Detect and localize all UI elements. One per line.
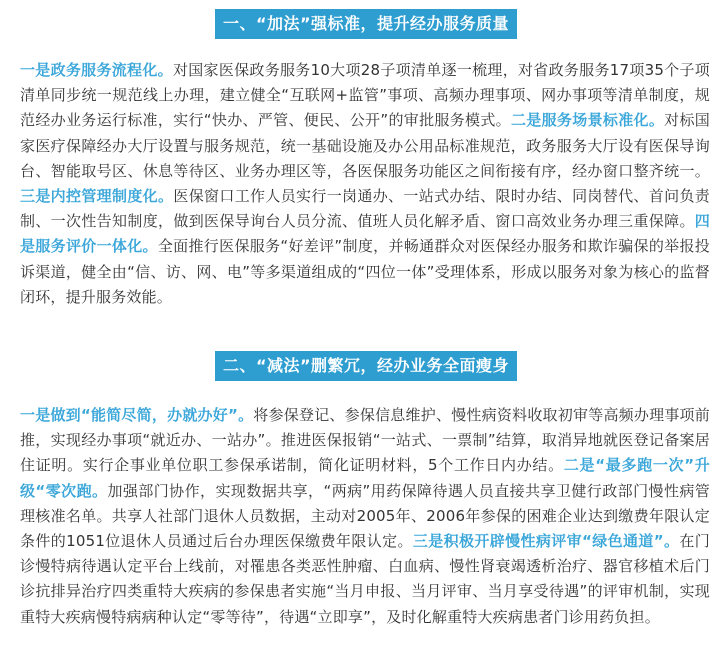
section1-heading-banner: 一、“加法”强标准，提升经办服务质量 [215,9,517,39]
section2-point1-text: 将参保登记、参保信息维护、慢性病资料收取初审等高频办理事项前推，实现经办事项“就近办、一站办”。推进医保报销“一站式、一票制”结算，取消异地就医登记备案居住证明。实行企事业单位职工参保承诺制，简化证明材料，5个工作日内办结。 [20,406,710,475]
section1-point3-heading: 三是内控管理制度化。 [20,187,174,206]
section1-point1-heading: 一是政务服务流程化。 [20,61,173,79]
section1-point4-heading: 四是服务评价一体化。 [20,212,710,256]
section2-point2-heading: 二是“最多跑一次”升级“零次跑。 [20,456,710,500]
section2-heading-banner: 二、“减法”删繁冗，经办业务全面瘦身 [215,351,517,381]
section1-point2-text: 对标国家医疗保障经办大厅设置与服务规范，统一基础设施及办公用品标准规范，政务服务大厅设有医保导询台、智能取号区、休息等待区、业务办理区等，各医保服务功能区之间衔接有序，经办窗口整齐统一。 [20,111,710,180]
section2-point3-heading: 三是积极开辟慢性病评审“绿色通道”。 [412,532,680,551]
section1-point3-text: 医保窗口工作人员实行一岗通办、一站式办结、限时办结、同岗替代、首问负责制、一次性告知制度，做到医保导询台人员分流、值班人员化解矛盾、窗口高效业务办理三重保障。 [20,187,710,231]
section1-point2-heading: 二是服务场景标准化。 [510,111,665,130]
section2-point3-text: 在门诊慢特病待遇认定平台上线前，对罹患各类恶性肿瘤、白血病、慢性肾衰竭透析治疗、器官移植术后门诊抗排异治疗四类重特大疾病的参保患者实施“当月申报、当月评审、当月享受待遇”的评审机制，实现重特大疾病慢特病病种认定“零等待”，待遇“立即享”，及时化解重特大疾病患者门诊用药负担。 [20,532,711,626]
section2-paragraph [20,403,710,630]
section2-point2-text: 加强部门协作，实现数据共享，“两病”用药保障待遇人员直接共享卫健行政部门慢性病管理核准名单。共享人社部门退休人员数据，主动对2005年、2006年参保的困难企业达到缴费年限认定条件的1051位退休人员通过后台办理医保缴费年限认定。 [20,481,711,551]
section1-point4-text: 全面推行医保服务“好差评”制度，并畅通群众对医保经办服务和欺诈骗保的举报投诉渠道，健全由“信、访、网、电”等多渠道组成的“四位一体”受理体系，形成以服务对象为核心的监督闭环，提升服务效能。 [20,237,710,306]
section1-paragraph [20,58,710,310]
section1-point1-text: 对国家医保政务服务10大项28子项清单逐一梳理，对省政务服务17项35个子项清单同步统一规范线上办理，建立健全“互联网+监管”事项、高频办理事项、网办事项等清单制度，规范经办业务运行标准，实行“快办、严管、便民、公开”的审批服务模式。 [20,61,710,130]
section2-point1-heading: 一是做到“能简尽简，办就办好”。 [20,406,254,424]
